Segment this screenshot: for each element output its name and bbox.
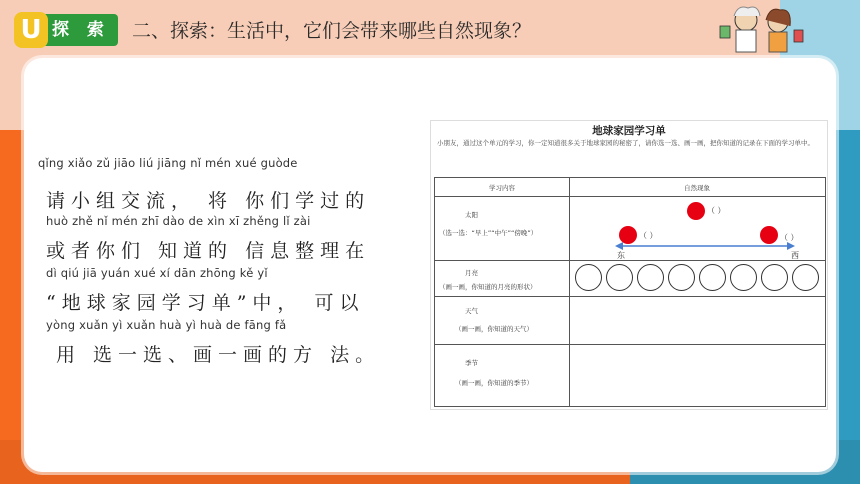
sun-icon-noon <box>687 202 705 220</box>
hanzi-line-2: 或者你们 知道的 信息整理在 <box>46 240 371 262</box>
row-label-moon: 月亮 <box>465 269 478 277</box>
table-divider <box>569 178 570 406</box>
explore-badge <box>18 14 118 46</box>
moon-shape-circle[interactable] <box>792 264 819 291</box>
sun-answer-evening: （ ） <box>780 233 799 242</box>
pinyin-line-4: yòng xuǎn yì xuǎn huà yì huà de fāng fǎ <box>46 318 287 332</box>
hanzi-line-4: 用 选一选、画一画的方 法。 <box>56 344 381 366</box>
pinyin-line-1: qǐng xiǎo zǔ jiāo liú jiāng nǐ mén xué guòde <box>38 156 298 170</box>
row-label-sun: 太阳 <box>465 211 478 219</box>
row-hint-weather: （画一画，你知道的天气） <box>455 325 533 333</box>
scientist-mascots-icon <box>716 4 808 56</box>
moon-shape-circle[interactable] <box>668 264 695 291</box>
east-label: 东 <box>617 251 625 260</box>
table-row-line <box>435 344 825 345</box>
worksheet <box>430 120 828 410</box>
worksheet-intro: 小朋友，通过这个单元的学习，你一定知道很多关于地球家园的秘密了，请你选一选、画一画，把你知道的记录在下面的学习单中。 <box>437 139 814 147</box>
u-logo-icon: U <box>14 12 48 48</box>
badge-label: 探 索 <box>52 20 110 40</box>
page-title: 二、探索：生活中，它们会带来哪些自然现象？ <box>132 20 532 42</box>
hanzi-line-3: “地球家园学习单”中， 可以 <box>46 292 365 314</box>
pinyin-line-3: dì qiú jiā yuán xué xí dān zhōng kě yǐ <box>46 266 268 280</box>
sun-answer-noon: （ ） <box>707 206 726 215</box>
moon-shape-circle[interactable] <box>575 264 602 291</box>
west-label: 西 <box>791 251 799 260</box>
moon-shape-circle[interactable] <box>699 264 726 291</box>
moon-shape-circle[interactable] <box>606 264 633 291</box>
row-label-season: 季节 <box>465 359 478 367</box>
east-west-arrow-icon <box>615 240 795 252</box>
row-label-weather: 天气 <box>465 307 478 315</box>
moon-shape-circle[interactable] <box>761 264 788 291</box>
hanzi-line-1: 请小组交流， 将 你们学过的 <box>46 190 371 212</box>
moon-shape-circle[interactable] <box>637 264 664 291</box>
moon-shape-circle[interactable] <box>730 264 757 291</box>
table-row-line <box>435 260 825 261</box>
row-hint-sun: （选一选：“早上”“中午”“傍晚”） <box>439 229 538 237</box>
col-header-phenomena: 自然现象 <box>684 184 710 192</box>
worksheet-table <box>434 177 826 407</box>
worksheet-title: 地球家园学习单 <box>592 125 666 137</box>
row-hint-moon: （画一画，你知道的月亮的形状） <box>439 283 537 291</box>
table-row-line <box>435 296 825 297</box>
sun-answer-morning: （ ） <box>639 231 658 240</box>
table-row-line <box>435 196 825 197</box>
col-header-content: 学习内容 <box>489 184 515 192</box>
row-hint-season: （画一画，你知道的季节） <box>455 379 533 387</box>
pinyin-line-2: huò zhě nǐ mén zhī dào de xìn xī zhěng lǐ zài <box>46 214 311 228</box>
